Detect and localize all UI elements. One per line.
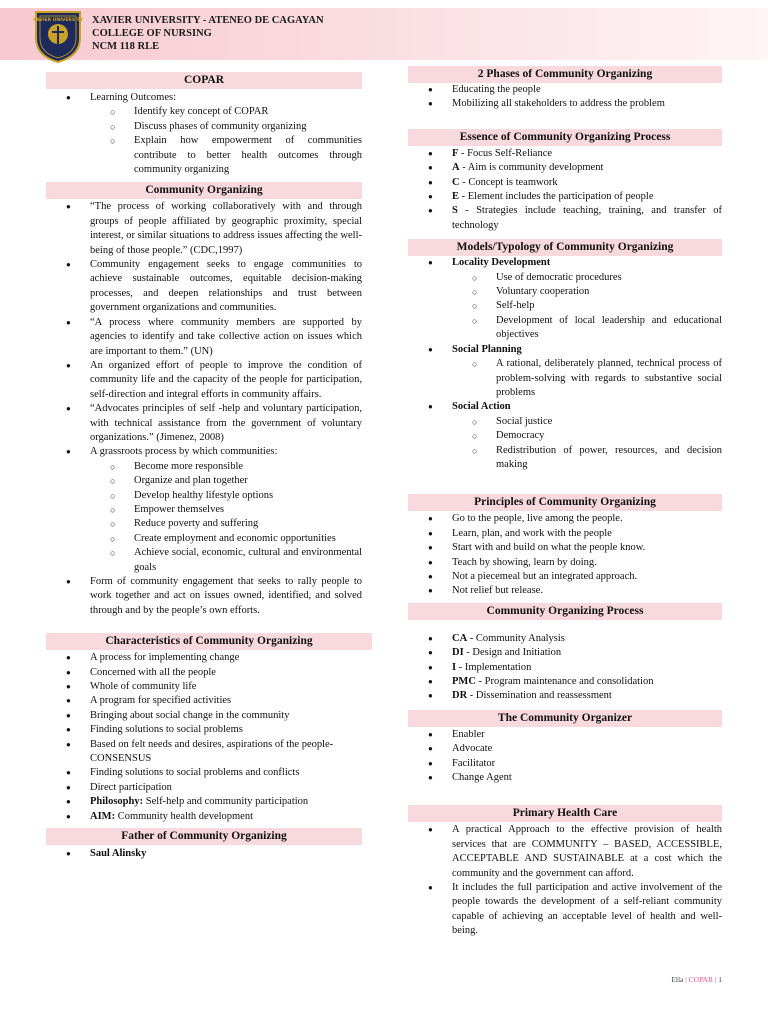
list-item bbox=[46, 810, 362, 824]
process-key: DI bbox=[452, 647, 464, 659]
list-item bbox=[408, 204, 722, 233]
footer-author: Ella bbox=[671, 975, 684, 984]
list-item: ● Advocate bbox=[408, 742, 722, 756]
list-item: ○ Voluntary cooperation bbox=[452, 285, 722, 299]
list-item bbox=[408, 190, 722, 204]
list-item: ○ Development of local leadership and educational objectives bbox=[452, 314, 722, 343]
essence-key: A bbox=[452, 162, 460, 174]
list-item: ○ Democracy bbox=[452, 429, 722, 443]
process-key: DR bbox=[452, 690, 468, 702]
list-item: ○ A rational, deliberately planned, technical process of problem-solving with regards to substantive social problems bbox=[452, 357, 722, 400]
list-item: ○ Empower themselves bbox=[90, 503, 362, 517]
college-name: COLLEGE OF NURSING bbox=[92, 28, 212, 39]
section-title-primary-health-care: Primary Health Care bbox=[408, 805, 722, 822]
list-item: ● A practical Approach to the effective provision of health services that are COMMUNITY – BASED, ACCESSIBLE, ACCEPTABLE AND SUSTAINABLE at a cost which the community and the government can afford. bbox=[408, 823, 722, 881]
footer-page-number: 1 bbox=[718, 975, 722, 984]
essence-key: F bbox=[452, 147, 459, 159]
aim-label: AIM: bbox=[90, 810, 116, 822]
list-item bbox=[46, 795, 362, 809]
list-item: ● “A process where community members are supported by agencies to identify and take collective action on issues which are important to them.” (UN) bbox=[46, 316, 362, 359]
model-title: Locality Development bbox=[452, 257, 551, 269]
section-title-models: Models/Typology of Community Organizing bbox=[408, 239, 722, 256]
essence-text: - Concept is teamwork bbox=[459, 176, 558, 188]
list-item: ● Facilitator bbox=[408, 757, 722, 771]
section-title-copar: COPAR bbox=[46, 72, 362, 89]
university-seal-logo bbox=[30, 8, 86, 64]
list-item bbox=[408, 400, 722, 472]
footer-separator: | bbox=[714, 975, 717, 984]
list-item: ● It includes the full participation and active involvement of the people towards the development of a self-reliant community capable of achieving an acceptable level of health and well-being. bbox=[408, 881, 722, 939]
list-item: ○ Identify key concept of COPAR bbox=[90, 105, 362, 119]
process-key: CA bbox=[452, 632, 468, 644]
learning-outcomes-label: Learning Outcomes: bbox=[90, 92, 177, 103]
list-item bbox=[408, 147, 722, 161]
list-item: ○ Redistribution of power, resources, and decision making bbox=[452, 444, 722, 473]
list-item bbox=[408, 343, 722, 401]
list-item bbox=[408, 632, 722, 646]
list-item: ● Mobilizing all stakeholders to address the problem bbox=[408, 97, 722, 111]
grassroots-text: A grassroots process by which communities: bbox=[90, 446, 278, 458]
list-item: ● Enabler bbox=[408, 728, 722, 742]
model-title: Social Planning bbox=[452, 343, 522, 355]
left-column bbox=[46, 72, 362, 862]
list-item: ● Whole of community life bbox=[46, 680, 362, 694]
list-item: ● Based on felt needs and desires, aspirations of the people- CONSENSUS bbox=[46, 738, 362, 767]
university-name: XAVIER UNIVERSITY - ATENEO DE CAGAYAN bbox=[92, 15, 324, 26]
list-item: ○ Social justice bbox=[452, 415, 722, 429]
process-text: - Community Analysis bbox=[467, 632, 565, 644]
list-item: ● Change Agent bbox=[408, 771, 722, 785]
list-item: ● “The process of working collaboratively with and through groups of people affiliated by geographic proximity, special interest, or similar situations to address issues affecting the well-being of those people.” (CDC,1997) bbox=[46, 200, 362, 258]
section-title-essence: Essence of Community Organizing Process bbox=[408, 129, 722, 146]
section-title-phases: 2 Phases of Community Organizing bbox=[408, 66, 722, 83]
list-item bbox=[46, 445, 362, 575]
essence-key: C bbox=[452, 176, 460, 188]
page-footer bbox=[671, 975, 722, 984]
process-key: I bbox=[452, 661, 457, 673]
essence-text: - Aim is community development bbox=[459, 162, 604, 174]
list-item: ○ Reduce poverty and suffering bbox=[90, 517, 362, 531]
essence-key: S bbox=[452, 205, 458, 217]
list-item: ○ Develop healthy lifestyle options bbox=[90, 489, 362, 503]
essence-text: - Focus Self-Reliance bbox=[458, 147, 553, 159]
father-name: ● Saul Alinsky bbox=[46, 847, 362, 861]
list-item: ● Direct participation bbox=[46, 781, 362, 795]
essence-text: - Element includes the participation of people bbox=[459, 191, 654, 203]
list-item: ● Go to the people, live among the people. bbox=[408, 512, 722, 526]
list-item bbox=[46, 91, 362, 177]
list-item: ○ Self-help bbox=[452, 299, 722, 313]
process-text: - Design and Initiation bbox=[463, 647, 562, 659]
right-column bbox=[408, 66, 722, 939]
list-item: ● Concerned with all the people bbox=[46, 666, 362, 680]
list-item: ● Learn, plan, and work with the people bbox=[408, 527, 722, 541]
list-item: ● Form of community engagement that seeks to rally people to work together and act on issues owned, identified, and solved through and by the people’s own efforts. bbox=[46, 575, 362, 618]
list-item: ● Teach by showing, learn by doing. bbox=[408, 556, 722, 570]
section-title-characteristics: Characteristics of Community Organizing bbox=[46, 633, 372, 650]
list-item bbox=[408, 256, 722, 342]
list-item bbox=[408, 675, 722, 689]
list-item: ● A process for implementing change bbox=[46, 651, 362, 665]
list-item: ● Bringing about social change in the community bbox=[46, 709, 362, 723]
section-title-organizer: The Community Organizer bbox=[408, 710, 722, 727]
list-item: ● Finding solutions to social problems bbox=[46, 723, 362, 737]
list-item bbox=[408, 689, 722, 703]
list-item: ○ Organize and plan together bbox=[90, 474, 362, 488]
list-item: ● “Advocates principles of self -help and voluntary participation, with technical assistance from the government of voluntary organizations.” (Jimenez, 2008) bbox=[46, 402, 362, 445]
logo-text: XAVIER UNIVERSITY bbox=[32, 18, 84, 23]
section-title-community-organizing: Community Organizing bbox=[46, 182, 362, 199]
philosophy-text: Self-help and community participation bbox=[143, 796, 309, 808]
list-item: ● Finding solutions to social problems and conflicts bbox=[46, 766, 362, 780]
section-title-process: Community Organizing Process bbox=[408, 603, 722, 620]
course-code: NCM 118 RLE bbox=[92, 41, 160, 52]
list-item: ● Start with and build on what the people know. bbox=[408, 541, 722, 555]
philosophy-label: Philosophy: bbox=[90, 796, 144, 808]
footer-separator: | bbox=[685, 975, 687, 984]
list-item: ● Educating the people bbox=[408, 83, 722, 97]
list-item bbox=[408, 661, 722, 675]
list-item: ● A program for specified activities bbox=[46, 694, 362, 708]
list-item: ● Not a piecemeal but an integrated approach. bbox=[408, 570, 722, 584]
list-item: ○ Explain how empowerment of communities contribute to better health outcomes through community organizing bbox=[90, 134, 362, 177]
list-item: ● Community engagement seeks to engage communities to achieve sustainable outcomes, equitable decision-making processes, and deepen relationships and trust between government organizations and communities. bbox=[46, 258, 362, 316]
process-text: - Dissemination and reassessment bbox=[467, 690, 612, 702]
page-header bbox=[0, 8, 768, 60]
list-item: ○ Achieve social, economic, cultural and environmental goals bbox=[90, 546, 362, 575]
list-item: ● An organized effort of people to improve the condition of community life and the capacity of the people for participation, self-direction and integral efforts in community affairs. bbox=[46, 359, 362, 402]
list-item bbox=[408, 161, 722, 175]
aim-text: Community health development bbox=[115, 810, 254, 822]
model-title: Social Action bbox=[452, 401, 511, 413]
section-title-principles: Principles of Community Organizing bbox=[408, 494, 722, 511]
process-text: - Implementation bbox=[456, 661, 532, 673]
list-item bbox=[408, 176, 722, 190]
header-text bbox=[92, 14, 324, 53]
list-item: ○ Use of democratic procedures bbox=[452, 271, 722, 285]
essence-key: E bbox=[452, 191, 460, 203]
essence-text: - Strategies include teaching, training, and transfer of technology bbox=[452, 205, 722, 231]
footer-topic: COPAR bbox=[688, 975, 713, 984]
process-key: PMC bbox=[452, 676, 476, 687]
list-item: ○ Discuss phases of community organizing bbox=[90, 120, 362, 134]
process-text: - Program maintenance and consolidation bbox=[475, 676, 654, 687]
list-item: ○ Become more responsible bbox=[90, 460, 362, 474]
list-item bbox=[408, 646, 722, 660]
list-item: ○ Create employment and economic opportunities bbox=[90, 532, 362, 546]
list-item: ● Not relief but release. bbox=[408, 584, 722, 598]
section-title-father: Father of Community Organizing bbox=[46, 828, 362, 845]
